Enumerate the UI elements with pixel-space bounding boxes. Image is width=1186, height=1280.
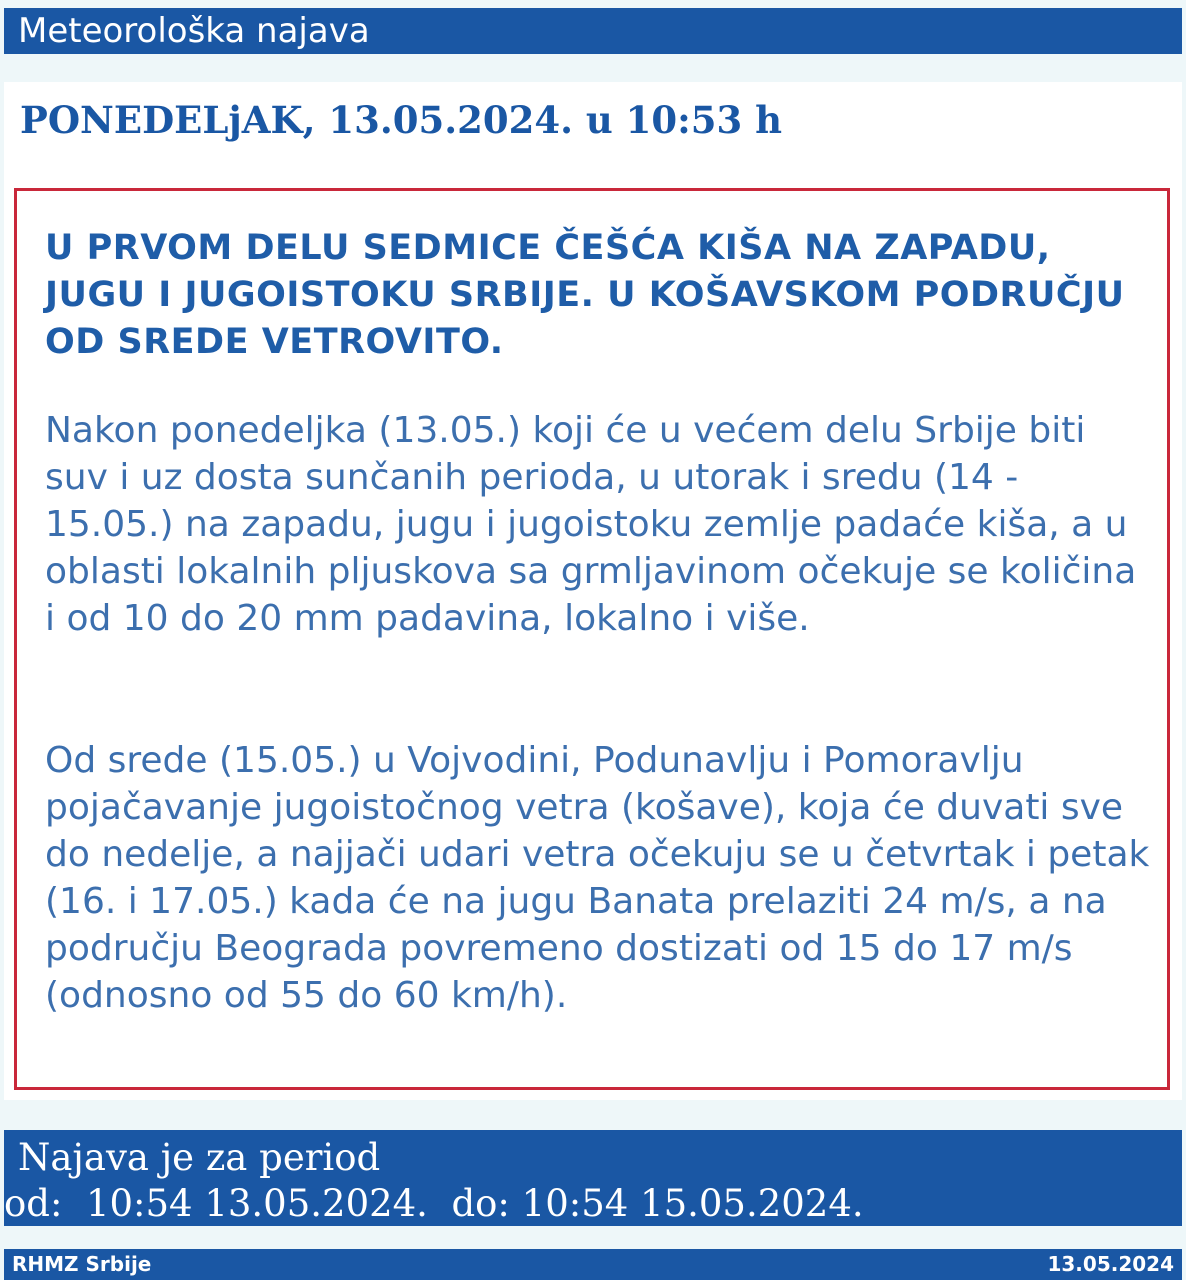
period-range: od: 10:54 13.05.2024. do: 10:54 15.05.2024.: [4, 1182, 864, 1225]
period-bar: [4, 1130, 1182, 1226]
datetime-section: [4, 82, 1182, 178]
forecast-headline: U PRVOM DELU SEDMICE ČEŠĆA KIŠA NA ZAPADU, JUGU I JUGOISTOKU SRBIJE. U KOŠAVSKOM PODRUČJU OD SREDE VETROVITO.: [45, 228, 1125, 362]
forecast-paragraph: Od srede (15.05.) u Vojvodini, Podunavlju i Pomoravlju pojačavanje jugoistočnog vetra (košave), koja će duvati sve do nedelje, a najjači udari vetra očekuju se u četvrtak i petak (16. i 17.05.) kada će na jugu Banata prelaziti 24 m/s, a na području Beograda povremeno dostizati od 15 do 17 m/s (odnosno od 55 do 60 km/h).: [45, 740, 1150, 1016]
forecast-paragraph: Nakon ponedeljka (13.05.) koji će u većem delu Srbije biti suv i uz dosta sunčanih perioda, u utorak i sredu (14 - 15.05.) na zapadu, jugu i jugoistoku zemlje padaće kiša, a u oblasti lokalnih pljuskova sa grmljavinom očekuje se količina i od 10 do 20 mm padavina, lokalno i više.: [45, 410, 1137, 639]
footer-bar: [4, 1249, 1182, 1280]
period-label: Najava je za period: [18, 1136, 381, 1179]
footer-date: 13.05.2024: [1047, 1252, 1174, 1276]
page-header: [4, 8, 1182, 54]
forecast-box: [14, 188, 1170, 1090]
page-title: Meteorološka najava: [18, 11, 370, 51]
forecast-datetime: PONEDELjAK, 13.05.2024. u 10:53 h: [20, 98, 783, 142]
footer-source: RHMZ Srbije: [12, 1252, 152, 1276]
